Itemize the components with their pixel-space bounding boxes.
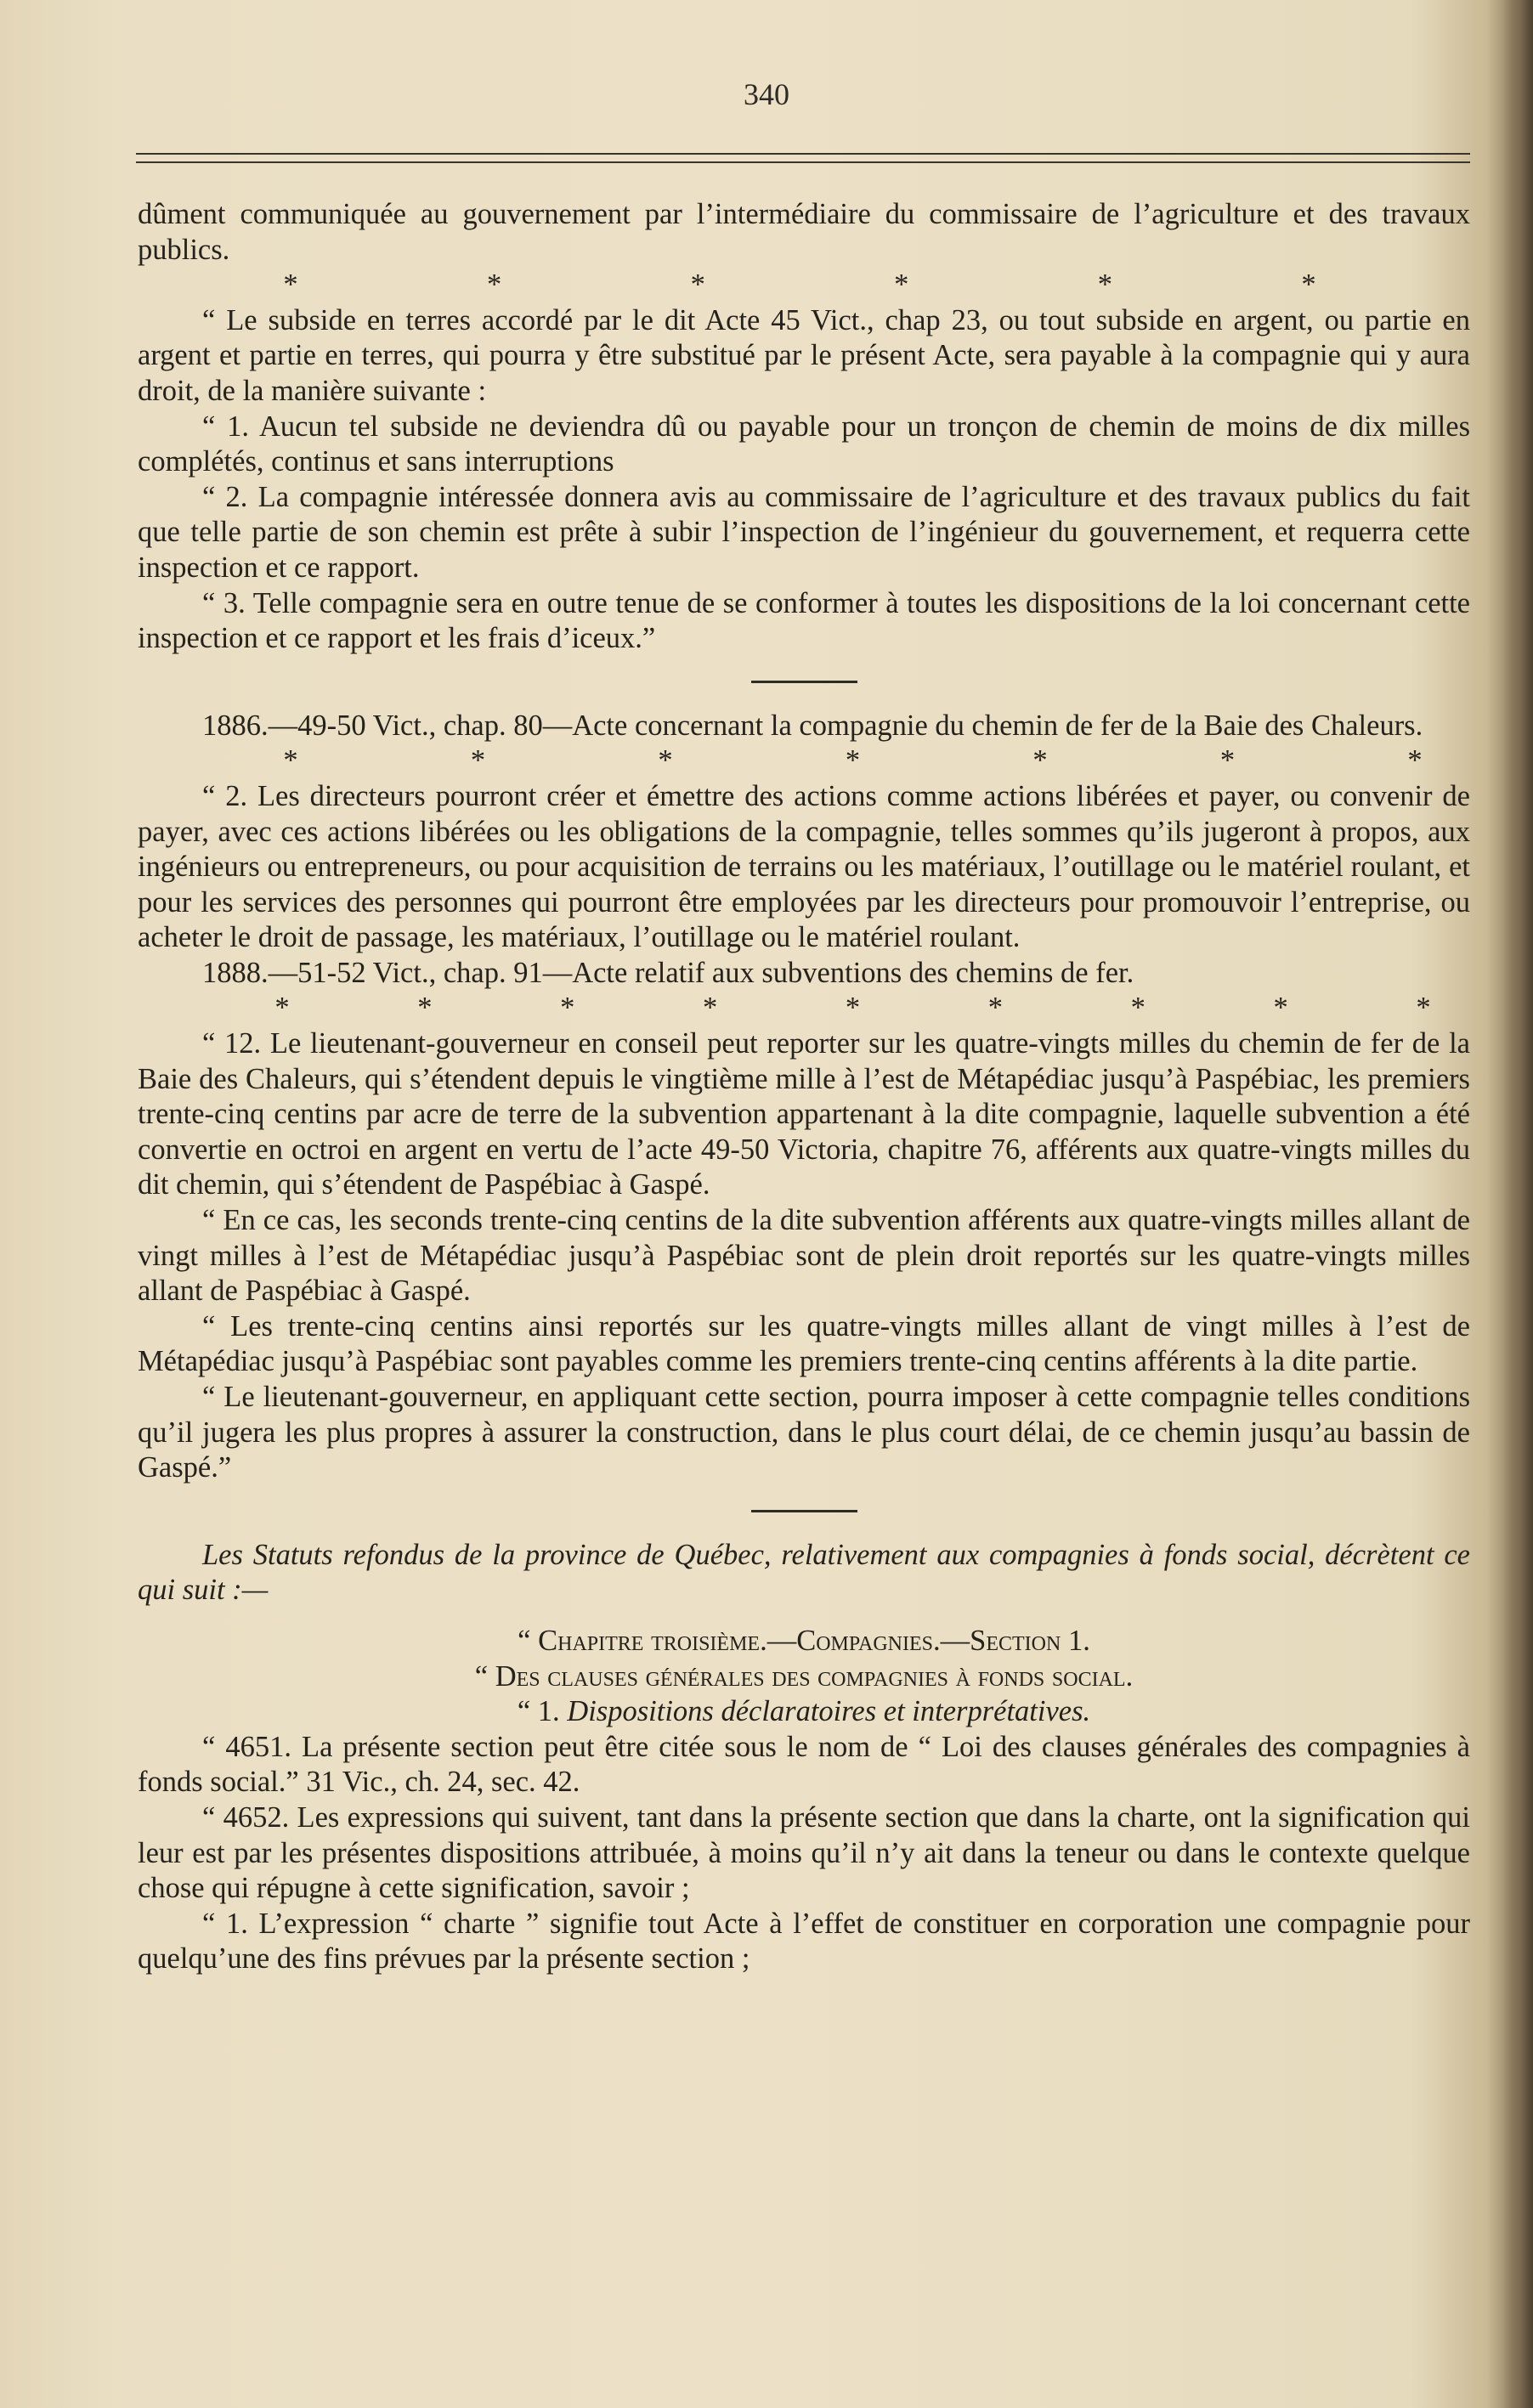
star: * [470, 744, 486, 777]
star: * [845, 744, 861, 777]
star: * [703, 992, 718, 1025]
article-paragraph: “ 4651. La présente section peut être citée sous le nom de “ Loi des clauses générales des compagnies à fonds social.” 31 Vic., ch. 24, sec. 42. [138, 1730, 1470, 1799]
page-number: 340 [744, 77, 789, 111]
ellipsis-stars [138, 743, 1470, 779]
article-paragraph: “ 4652. Les expressions qui suivent, tant dans la présente section que dans la charte, ont la signification qui leur est par les présentes dispositions attribuée, à moins qu’il n’y ait dans la teneur ou dans le contexte quelque chose qui répugne à cette signification, savoir ; [138, 1800, 1470, 1905]
binding-shadow [1502, 0, 1533, 2408]
subsection-heading [138, 1694, 1470, 1730]
star: * [1273, 992, 1288, 1025]
star: * [417, 992, 433, 1025]
star: * [1097, 268, 1112, 302]
subsection-title: Dispositions déclaratoires et interprétatives. [567, 1695, 1091, 1728]
quoted-paragraph: “ 2. Les directeurs pourront créer et émettre des actions comme actions libérées et payer, ou convenir de payer, avec ces actions libérées ou les obligations de la compagnie, telles sommes qu’ils jugeront à propos, aux ingénieurs ou entrepreneurs, ou pour acquisition de terrains ou les matériaux, l’outillage ou le matériel roulant, et pour les services des personnes qui pourront être employées par les directeurs pour promouvoir l’entreprise, ou acheter le droit de passage, les matériaux, l’outillage ou le matériel roulant. [138, 779, 1470, 954]
star: * [560, 992, 575, 1025]
chapter-heading: “ Chapitre troisième.—Compagnies.—Section 1. [518, 1624, 1090, 1657]
ellipsis-stars [138, 268, 1470, 303]
star: * [987, 992, 1003, 1025]
star: * [1219, 744, 1236, 777]
italic-intro: Les Statuts refondus de la province de Québec, relativement aux compagnies à fonds social, décrètent ce qui suit :— [138, 1538, 1470, 1607]
section-heading: “ Des clauses générales des compagnies à fonds social. [474, 1659, 1134, 1693]
quoted-paragraph: “ Les trente-cinq centins ainsi reportés sur les quatre-vingts milles allant de vingt milles à l’est de Métapédiac jusqu’à Paspébiac sont payables comme les premiers trente-cinq centins afférents à la dite partie. [138, 1309, 1470, 1378]
star: * [486, 268, 502, 302]
star: * [845, 992, 861, 1025]
quoted-paragraph: “ 12. Le lieutenant-gouverneur en conseil peut reporter sur les quatre-vingts milles du chemin de fer de la Baie des Chaleurs, qui s’étendent depuis le vingtième mille à l’est de Métapédiac jusqu’à Paspébiac, les premiers trente-cinq centins par acre de terre de la subvention appartenant à la dite compagnie, laquelle subvention a été convertie en octroi en argent en vertu de l’acte 49-50 Victoria, chapitre 76, afférents aux quatre-vingts milles du dit chemin, qui s’étendent de Paspébiac à Gaspé. [138, 1027, 1470, 1201]
article-paragraph: “ 1. L’expression “ charte ” signifie tout Acte à l’effet de constituer en corporation une compagnie pour quelqu’une des fins prévues par la présente section ; [138, 1907, 1470, 1976]
quoted-paragraph: “ Le subside en terres accordé par le dit Acte 45 Vict., chap 23, ou tout subside en argent, ou partie en argent et partie en terres, qui pourra y être substitué par le présent Acte, sera payable à la compagnie qui y aura droit, de la manière suivante : [138, 303, 1470, 407]
section-divider [751, 681, 857, 683]
subsection-number: “ 1. [517, 1695, 560, 1728]
quoted-paragraph: “ Le lieutenant-gouverneur, en appliquant cette section, pourra imposer à cette compagnie telles conditions qu’il jugera les plus propres à assurer la construction, dans le plus court délai, de ce chemin jusqu’au bassin de Gaspé.” [138, 1381, 1470, 1484]
ellipsis-stars [138, 991, 1470, 1026]
star: * [690, 268, 705, 302]
section-divider [751, 1510, 857, 1512]
statute-heading: 1888.—51-52 Vict., chap. 91—Acte relatif aux subventions des chemins de fer. [202, 956, 1134, 989]
quoted-paragraph: “ 1. Aucun tel subside ne deviendra dû ou payable pour un tronçon de chemin de moins de dix milles complétés, continus et sans interruptions [138, 410, 1470, 478]
star: * [1416, 992, 1431, 1025]
star: * [283, 268, 298, 302]
header-rule [136, 153, 1470, 163]
star: * [1032, 744, 1048, 777]
quoted-paragraph: “ 3. Telle compagnie sera en outre tenue de se conformer à toutes les dispositions de la loi concernant cette inspection et ce rapport et les frais d’iceux.” [138, 586, 1470, 655]
star: * [283, 744, 298, 777]
star: * [1130, 992, 1146, 1025]
star: * [658, 744, 673, 777]
star: * [894, 268, 909, 302]
star: * [274, 992, 290, 1025]
page-body [138, 197, 1470, 1977]
star: * [1301, 268, 1316, 302]
statute-heading: 1886.—49-50 Vict., chap. 80—Acte concernant la compagnie du chemin de fer de la Baie des Chaleurs. [202, 709, 1423, 742]
paragraph-continuation: dûment communiquée au gouvernement par l’intermédiaire du commissaire de l’agriculture et des travaux publics. [138, 198, 1470, 266]
star: * [1407, 744, 1423, 777]
quoted-paragraph: “ En ce cas, les seconds trente-cinq centins de la dite subvention afférents aux quatre-vingts milles allant de vingt milles à l’est de Métapédiac jusqu’à Paspébiac sont de plein droit reportés sur les quatre-vingts milles allant de Paspébiac à Gaspé. [138, 1204, 1470, 1308]
quoted-paragraph: “ 2. La compagnie intéressée donnera avis au commissaire de l’agriculture et des travaux publics du fait que telle partie de son chemin est prête à subir l’inspection de l’ingénieur du gouvernement, et requerra cette inspection et ce rapport. [138, 480, 1470, 584]
